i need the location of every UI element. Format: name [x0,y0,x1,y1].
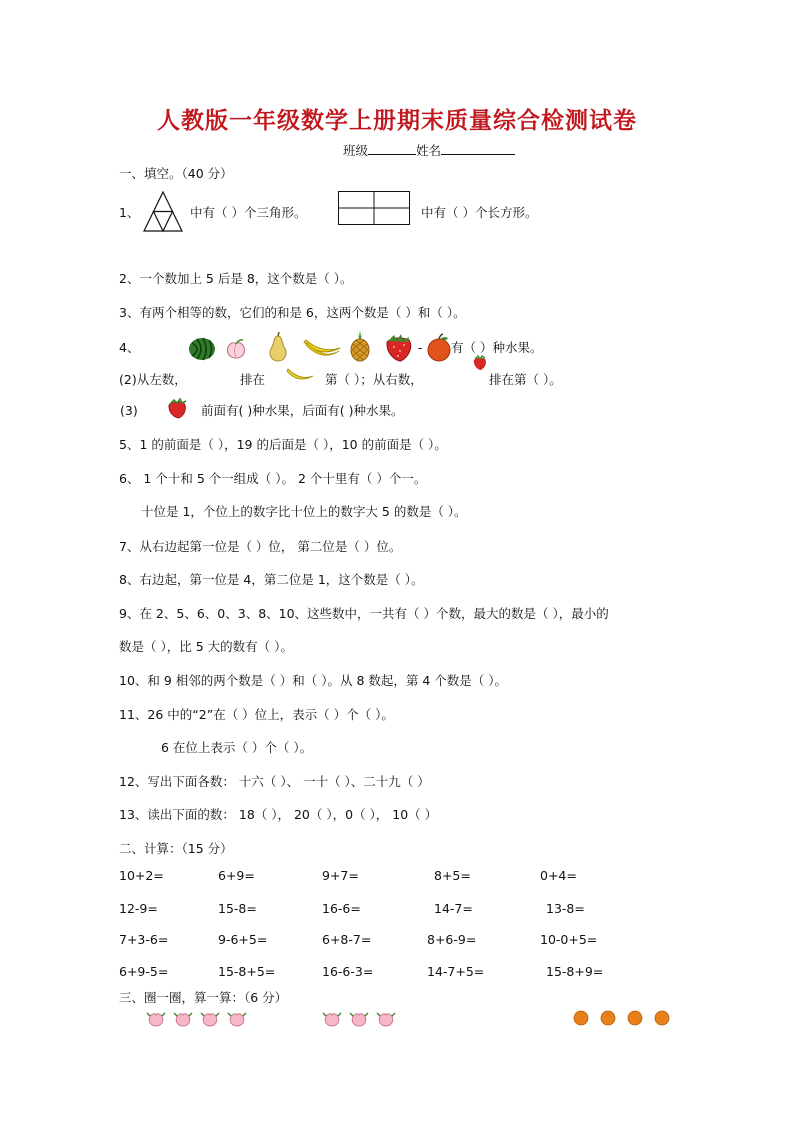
banana-icon [302,338,342,360]
q11b: 6 在位上表示（ ）个（ ）。 [161,740,313,755]
calc-r0-c2: 9+7= [322,868,359,883]
page-title: 人教版一年级数学上册期末质量综合检测试卷 [157,107,637,134]
q6a: 6、 1 个十和 5 个一组成（ ）。 2 个十里有（ ）个一。 [119,471,427,486]
orange-icon [628,1011,642,1025]
q1-number: 1、 [119,205,140,220]
peach-icon [147,1013,165,1026]
name-blank [441,142,515,155]
calc-r2-c3: 8+6-9= [427,932,477,947]
calc-r3-c4: 15-8+9= [546,964,604,979]
calc-r3-c2: 16-6-3= [322,964,374,979]
q7: 7、从右边起第一位是（ ）位， 第二位是（ ）位。 [119,539,402,554]
peach-icon [228,1013,246,1026]
rectangle-figure [338,191,410,225]
peach-icon [201,1013,219,1026]
q12: 12、写出下面各数： 十六（ ）、 一十（ ）、二十九（ ） [119,774,430,789]
banana-icon [285,368,315,386]
triangle-figure [143,191,185,233]
q9b: 数是（ ），比 5 大的数有（ ）。 [119,639,293,654]
watermelon-icon [187,336,217,362]
orange-icon [574,1011,588,1025]
orange-group [573,1008,673,1028]
calc-r1-c0: 12-9= [119,901,158,916]
calc-r2-c4: 10-0+5= [540,932,598,947]
class-name-line [343,142,515,159]
calc-r0-c3: 8+5= [434,868,471,883]
section1-heading: 一、填空。（40 分） [119,166,233,181]
peach-icon [224,338,248,360]
peach-group-right [322,1008,402,1028]
q4-2-middle: 第（ ）；从右数， [325,372,423,387]
q4-number: 4、 [119,340,140,355]
calc-r0-c4: 0+4= [540,868,577,883]
q4-2-pailie: 排在 [240,372,266,387]
q4-2-end: 排在第（ ）。 [489,372,562,387]
q8: 8、右边起，第一位是 4，第二位是 1，这个数是（ ）。 [119,572,424,587]
calc-r0-c0: 10+2= [119,868,164,883]
calc-r2-c1: 9-6+5= [218,932,268,947]
q2: 2、一个数加上 5 后是 8，这个数是（ ）。 [119,271,353,286]
strawberry-icon [384,334,414,362]
calc-r1-c4: 13-8= [546,901,585,916]
q3: 3、有两个相等的数，它们的和是 6，这两个数是（ ）和（ ）。 [119,305,466,320]
name-label: 姓名 [416,143,442,158]
q10: 10、和 9 相邻的两个数是（ ）和（ ）。从 8 数起，第 4 个数是（ ）。 [119,673,508,688]
strawberry-icon [472,355,488,371]
calc-r1-c3: 14-7= [434,901,473,916]
section3-heading: 三、圈一圈，算一算：（6 分） [119,990,288,1005]
q1b-text: 中有（ ）个长方形。 [421,205,538,220]
q4-3-text: 前面有( )种水果，后面有( )种水果。 [201,403,404,418]
orange-icon [601,1011,615,1025]
calc-r3-c0: 6+9-5= [119,964,169,979]
peach-icon [174,1013,192,1026]
peach-icon [350,1013,368,1026]
q5: 5、1 的前面是（ ），19 的后面是（ ），10 的前面是（ ）。 [119,437,447,452]
pear-icon [265,332,291,362]
peach-icon [377,1013,395,1026]
q4-tail: 有（ ）种水果。 [451,340,543,355]
q4-2-label: (2)从左数， [119,372,187,387]
class-label: 班级 [343,143,369,158]
orange-icon [655,1011,669,1025]
q1a-text: 中有（ ）个三角形。 [190,205,307,220]
q11a: 11、26 中的“2”在（ ）位上，表示（ ）个（ ）。 [119,707,394,722]
calc-r3-c1: 15-8+5= [218,964,276,979]
calc-r2-c0: 7+3-6= [119,932,169,947]
peach-group-left [146,1008,256,1028]
calc-r1-c2: 16-6= [322,901,361,916]
calc-r3-c3: 14-7+5= [427,964,485,979]
strawberry-icon [167,399,189,419]
pineapple-icon [348,330,372,362]
q6b: 十位是 1，个位上的数字比十位上的数字大 5 的数是（ ）。 [141,504,467,519]
section2-heading: 二、计算：（15 分） [119,841,233,856]
peach-icon [323,1013,341,1026]
apple-icon [425,334,453,362]
q9a: 9、在 2、5、6、0、3、8、10、这些数中，一共有（ ）个数，最大的数是（ ），最小的 [119,606,609,621]
q13: 13、读出下面的数： 18（ ）， 20（ ），0（ ）， 10（ ） [119,807,438,822]
q4-dash: - [418,340,423,355]
calc-r0-c1: 6+9= [218,868,255,883]
calc-r1-c1: 15-8= [218,901,257,916]
calc-r2-c2: 6+8-7= [322,932,372,947]
q4-3-label: (3) [120,403,138,418]
class-blank [368,142,416,155]
